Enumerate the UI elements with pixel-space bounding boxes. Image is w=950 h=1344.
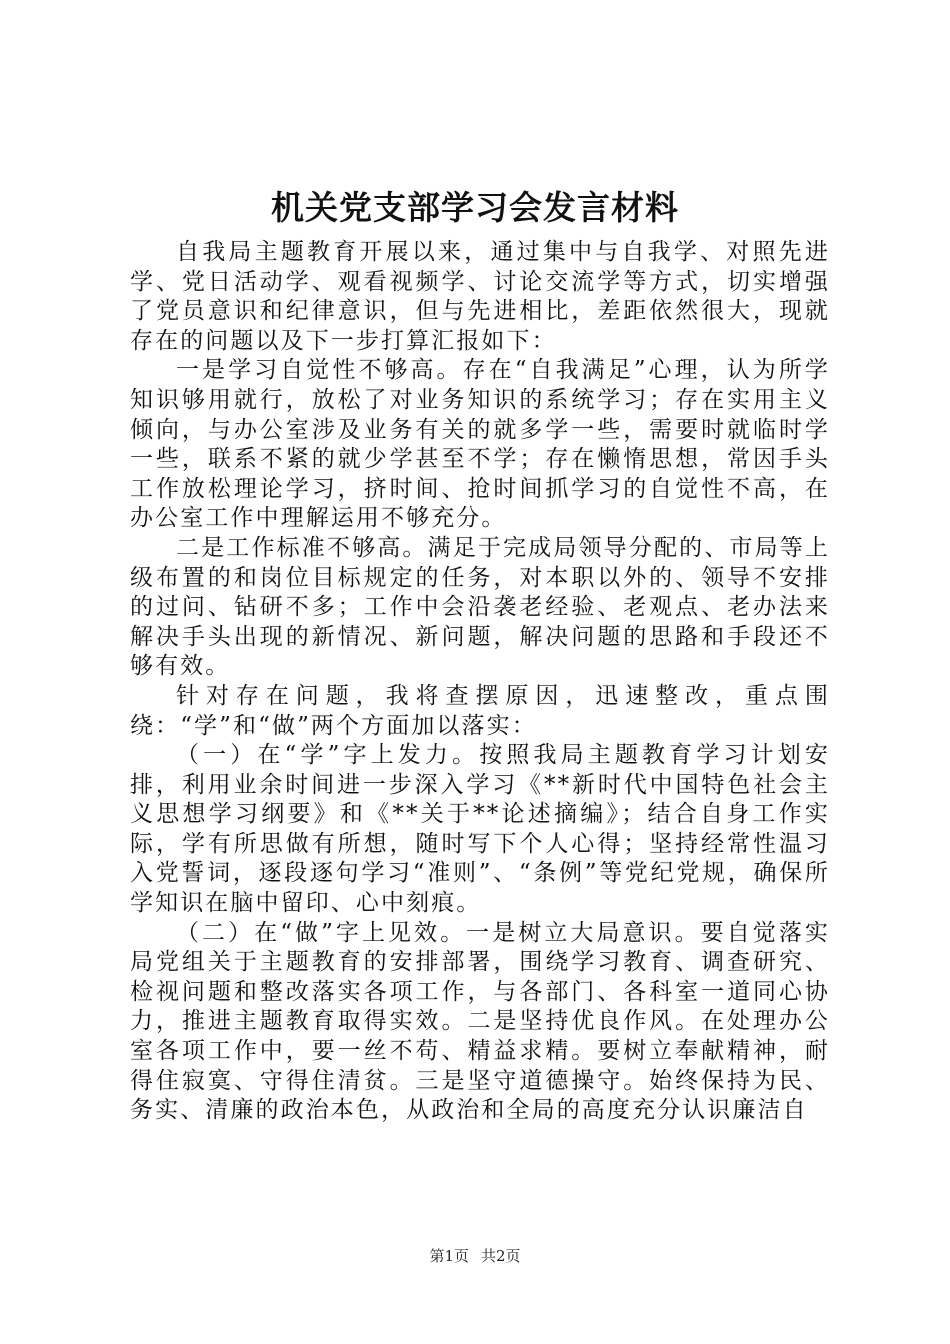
paragraph-measures-intro: 针对存在问题，我将查摆原因，迅速整改，重点围绕：“学”和“做”两个方面加以落实：	[130, 682, 830, 739]
page-total: 共2页	[481, 1247, 521, 1265]
paragraph-intro: 自我局主题教育开展以来，通过集中与自我学、对照先进学、党日活动学、观看视频学、讨论交流学等方式，切实增强了党员意识和纪律意识，但与先进相比，差距依然很大，现就存在的问题以及下一步打算汇报如下：	[130, 239, 830, 354]
paragraph-issue-two: 二是工作标准不够高。满足于完成局领导分配的、市局等上级布置的和岗位目标规定的任务，对本职以外的、领导不安排的过问、钻研不多；工作中会沿袭老经验、老观点、老办法来解决手头出现的新情况、新问题，解决问题的思路和手段还不够有效。	[130, 534, 830, 680]
document-body	[130, 238, 830, 1126]
page-number: 第1页	[429, 1247, 469, 1265]
paragraph-measure-learn: （一）在“学”字上发力。按照我局主题教育学习计划安排，利用业余时间进一步深入学习《**新时代中国特色社会主义思想学习纲要》和《**关于**论述摘编》；结合自身工作实际，学有所思做有所想，随时写下个人心得；坚持经常性温习入党誓词，逐段逐句学习“准则”、“条例”等党纪党规，确保所学知识在脑中留印、心中刻痕。	[130, 742, 830, 917]
paragraph-measure-do: （二）在“做”字上见效。一是树立大局意识。要自觉落实局党组关于主题教育的安排部署，围绕学习教育、调查研究、检视问题和整改落实各项工作，与各部门、各科室一道同心协力，推进主题教育取得实效。二是坚持优良作风。在处理办公室各项工作中，要一丝不苟、精益求精。要树立奉献精神，耐得住寂寞、守得住清贫。三是坚守道德操守。始终保持为民、务实、清廉的政治本色，从政治和全局的高度充分认识廉洁自	[130, 919, 830, 1124]
document-title: 机关党支部学习会发言材料	[271, 188, 679, 227]
paragraph-issue-one: 一是学习自觉性不够高。存在“自我满足”心理，认为所学知识够用就行，放松了对业务知识的系统学习；存在实用主义倾向，与办公室涉及业务有关的就多学一些，需要时就临时学一些，联系不紧的就少学甚至不学；存在懒惰思想，常因手头工作放松理论学习，挤时间、抢时间抓学习的自觉性不高，在办公室工作中理解运用不够充分。	[130, 357, 830, 532]
page-footer	[0, 1246, 950, 1266]
